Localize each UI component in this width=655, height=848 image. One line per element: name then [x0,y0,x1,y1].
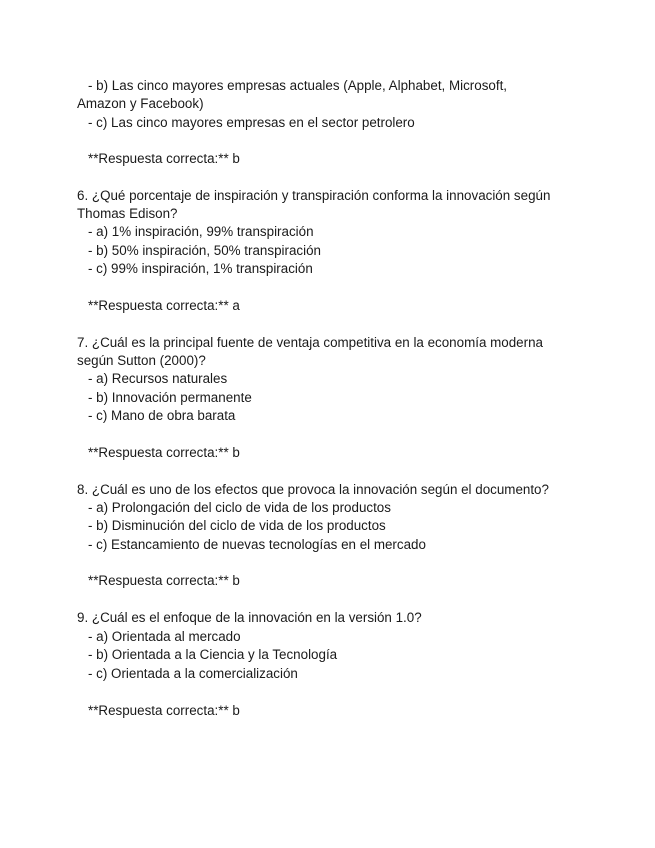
q9-option-b: - b) Orientada a la Ciencia y la Tecnología [88,647,338,662]
q6-option-a: - a) 1% inspiración, 99% transpiración [88,224,314,239]
q8-option-a: - a) Prolongación del ciclo de vida de los productos [88,500,391,515]
q5-option-c: - c) Las cinco mayores empresas en el sector petrolero [88,115,415,130]
q6-question-line2: Thomas Edison? [77,206,178,221]
q5-option-b-line1: - b) Las cinco mayores empresas actuales (Apple, Alphabet, Microsoft, [88,78,508,93]
q6-option-c: - c) 99% inspiración, 1% transpiración [88,261,313,276]
q7-answer: **Respuesta correcta:** b [88,445,240,460]
q5-option-b-line2: Amazon y Facebook) [77,96,204,111]
q6-question-line1: 6. ¿Qué porcentaje de inspiración y transpiración conforma la innovación según [77,188,551,203]
q8-question-line1: 8. ¿Cuál es uno de los efectos que provoca la innovación según el documento? [77,482,549,497]
q7-option-b: - b) Innovación permanente [88,390,252,405]
q8-option-c: - c) Estancamiento de nuevas tecnologías en el mercado [88,537,426,552]
q7-option-a: - a) Recursos naturales [88,371,228,386]
q6-option-b: - b) 50% inspiración, 50% transpiración [88,243,321,258]
q9-option-a: - a) Orientada al mercado [88,629,241,644]
q9-answer: **Respuesta correcta:** b [88,703,240,718]
q8-answer: **Respuesta correcta:** b [88,573,240,588]
q8-option-b: - b) Disminución del ciclo de vida de los productos [88,518,386,533]
q7-question-line2: según Sutton (2000)? [77,353,206,368]
q6-answer: **Respuesta correcta:** a [88,298,240,313]
q7-question-line1: 7. ¿Cuál es la principal fuente de ventaja competitiva en la economía moderna [77,335,543,350]
q9-option-c: - c) Orientada a la comercialización [88,666,298,681]
q5-answer: **Respuesta correcta:** b [88,151,240,166]
q7-option-c: - c) Mano de obra barata [88,408,236,423]
q9-question-line1: 9. ¿Cuál es el enfoque de la innovación en la versión 1.0? [77,610,422,625]
